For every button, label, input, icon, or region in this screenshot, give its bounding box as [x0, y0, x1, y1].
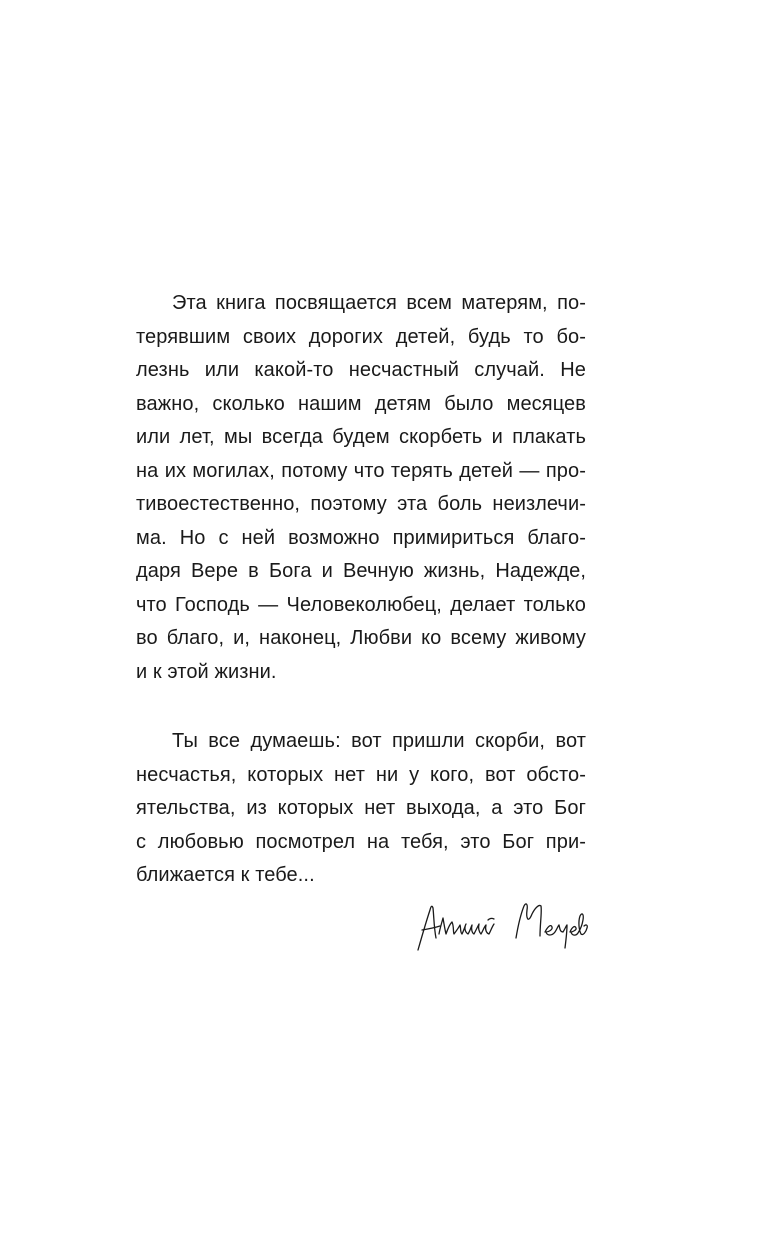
text-line: даря Вере в Бога и Вечную жизнь, Надежде,	[136, 560, 586, 582]
text-line: Эта книга посвящается всем матерям, по-	[172, 292, 586, 314]
text-line: ма. Но с ней возможно примириться благо-	[136, 526, 586, 549]
text-line: или лет, мы всегда будем скорбеть и плакать	[136, 426, 586, 448]
text-line: на их могилах, потому что терять детей — про-	[136, 459, 586, 482]
text-line: несчастья, которых нет ни у кого, вот обсто-	[136, 763, 586, 786]
text-line: ближается к тебе...	[136, 864, 315, 886]
signature-drawing	[412, 892, 592, 962]
text-line: во благо, и, наконец, Любви ко всему живому	[136, 627, 586, 649]
text-line: лезнь или какой-то несчастный случай. Не	[136, 359, 586, 381]
text-line: важно, сколько нашим детям было месяцев	[136, 392, 586, 415]
text-line: терявшим своих дорогих детей, будь то бо-	[136, 325, 586, 348]
text-line: и к этой жизни.	[136, 660, 277, 683]
text-line: тивоестественно, поэтому эта боль неизлечи-	[136, 493, 586, 515]
text-line: ятельства, из которых нет выхода, а это Бог	[136, 797, 586, 819]
text-line: что Господь — Человеколюбец, делает только	[136, 593, 586, 616]
handwritten-signature	[412, 892, 592, 962]
dedication-paragraph	[136, 287, 586, 689]
text-line: с любовью посмотрел на тебя, это Бог при-	[136, 830, 586, 853]
text-line: Ты все думаешь: вот пришли скорби, вот	[172, 730, 586, 752]
quote-paragraph	[136, 725, 586, 893]
